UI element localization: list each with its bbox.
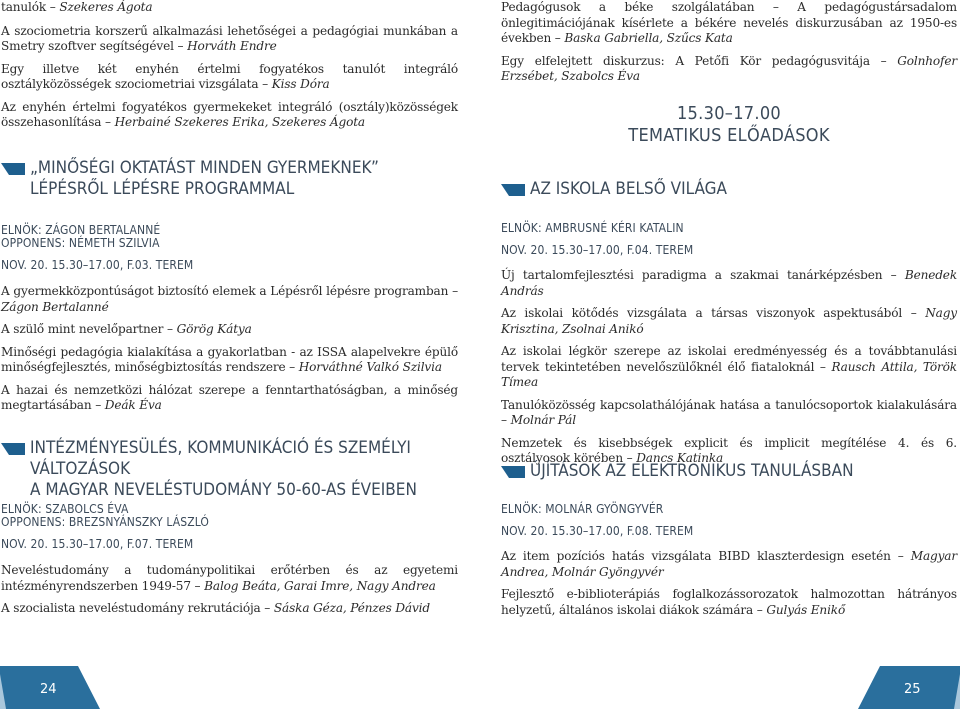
flag-icon (1, 163, 25, 175)
list-item: Az iskolai kötődés vizsgálata a társas viszonyok aspektusából – Nagy Krisztina, Zsolnai Anikó (501, 306, 957, 336)
section-items (501, 549, 957, 625)
flag-icon (1, 443, 25, 455)
section-opponent: OPPONENS: NÉMETH SZILVIA (1, 236, 160, 250)
list-item: Fejlesztő e-biblioterápiás foglalkozássorozatok halmozottan hátrányos helyzetű, általános iskolai diákok számára – Gulyás Enikő (501, 587, 957, 617)
section-chair: ELNÖK: AMBRUSNÉ KÉRI KATALIN (501, 221, 684, 235)
section-chair: ELNÖK: ZÁGON BERTALANNÉ (1, 223, 161, 237)
flag-icon (501, 466, 525, 478)
section-chair: ELNÖK: MOLNÁR GYÖNGYVÉR (501, 502, 664, 516)
page-number-tab-right (858, 666, 960, 709)
list-item: A szocialista neveléstudomány rekrutációja – Sáska Géza, Pénzes Dávid (1, 601, 430, 615)
list-item: Minőségi pedagógia kialakítása a gyakorlatban - az ISSA alapelvekre épülő minőségfejlesztés, minőségbiztosítás rendszere – Horváthné Valkó Szilvia (1, 344, 458, 374)
page-number-tab-left (0, 666, 100, 709)
section-time: NOV. 20. 15.30–17.00, F.03. TEREM (1, 258, 194, 272)
left-top-items (1, 0, 458, 138)
section-items (1, 563, 458, 624)
list-item: A gyermekközpontúságot biztosító elemek a Lépésről lépésre programban – Zágon Bertalanné (1, 284, 458, 314)
section-heading: INTÉZMÉNYESÜLÉS, KOMMUNIKÁCIÓ ÉS SZEMÉLYI VÁLTOZÁSOK A MAGYAR NEVELÉSTUDOMÁNY 50-60-AS ÉVEIBEN (1, 438, 458, 501)
section-heading: AZ ISKOLA BELSŐ VILÁGA (501, 179, 941, 200)
section-chair: ELNÖK: SZABOLCS ÉVA (1, 502, 129, 516)
list-item: Tanulóközösség kapcsolathálójának hatása a tanulócsoportok kialakulására – Molnár Pál (501, 397, 957, 427)
list-item: A hazai és nemzetközi hálózat szerepe a fenntarthatóságban, a minőség megtartásában – Deák Éva (1, 382, 458, 412)
section-opponent: OPPONENS: BREZSNYÁNSZKY LÁSZLÓ (1, 515, 209, 529)
section-heading: ÚJÍTÁSOK AZ ELEKTRONIKUS TANULÁSBAN (501, 461, 941, 482)
page-number: 25 (904, 682, 921, 697)
right-top-items (501, 0, 957, 92)
list-item: Új tartalomfejlesztési paradigma a szakmai tanárképzésben – Benedek András (501, 268, 957, 298)
list-item: tanulók – Szekeres Ágota (1, 0, 153, 14)
list-item: Neveléstudomány a tudománypolitikai erőtérben és az egyetemi intézményrendszerben 1949-57 – Balog Beáta, Garai Imre, Nagy Andrea (1, 563, 458, 593)
time-subheading: TEMATIKUS ELŐADÁSOK (628, 125, 830, 146)
flag-icon (501, 184, 525, 196)
list-item: Az enyhén értelmi fogyatékos gyermekeket integráló (osztály)közösségek összehasonlítása – Herbainé Szekeres Erika, Szekeres Ágota (1, 99, 458, 129)
page-number: 24 (40, 682, 57, 697)
section-items (1, 284, 458, 421)
section-time: NOV. 20. 15.30–17.00, F.04. TEREM (501, 243, 694, 257)
section-time: NOV. 20. 15.30–17.00, F.08. TEREM (501, 524, 694, 538)
section-items (501, 268, 957, 474)
list-item: Egy elfelejtett diskurzus: A Petőfi Kör pedagógusvitája – Golnhofer Erzsébet, Szabolcs Éva (501, 53, 958, 83)
list-item: Egy illetve két enyhén értelmi fogyatékos tanulót integráló osztályközösségek szociometriai vizsgálata – Kiss Dóra (1, 61, 458, 91)
section-time: NOV. 20. 15.30–17.00, F.07. TEREM (1, 537, 194, 551)
list-item: A szociometria korszerű alkalmazási lehetőségei a pedagógiai munkában a Smetry szoftver segítségével – Horváth Endre (1, 23, 458, 53)
list-item: Az iskolai légkör szerepe az iskolai eredményesség és a továbbtanulási tervek tekintetében nevelőszülőknél élő fiataloknál – Rausch Attila, Török Tímea (501, 344, 957, 389)
list-item: Pedagógusok a béke szolgálatában – A pedagógustársadalom önlegitimációjának kísérlete a békére nevelés diskurzusában az 1950-es években – Baska Gabriella, Szűcs Kata (501, 0, 957, 45)
list-item: Nemzetek és kisebbségek explicit és implicit megítélése 4. és 6. osztályosok körében – Dancs Katinka (501, 435, 957, 465)
list-item: A szülő mint nevelőpartner – Görög Kátya (1, 322, 252, 336)
time-heading: 15.30–17.00 (676, 103, 782, 124)
section-heading: „MINŐSÉGI OKTATÁST MINDEN GYERMEKNEK” LÉPÉSRŐL LÉPÉSRE PROGRAMMAL (1, 158, 441, 200)
list-item: Az item pozíciós hatás vizsgálata BIBD klaszterdesign esetén – Magyar Andrea, Molnár Gyöngyvér (501, 549, 957, 579)
